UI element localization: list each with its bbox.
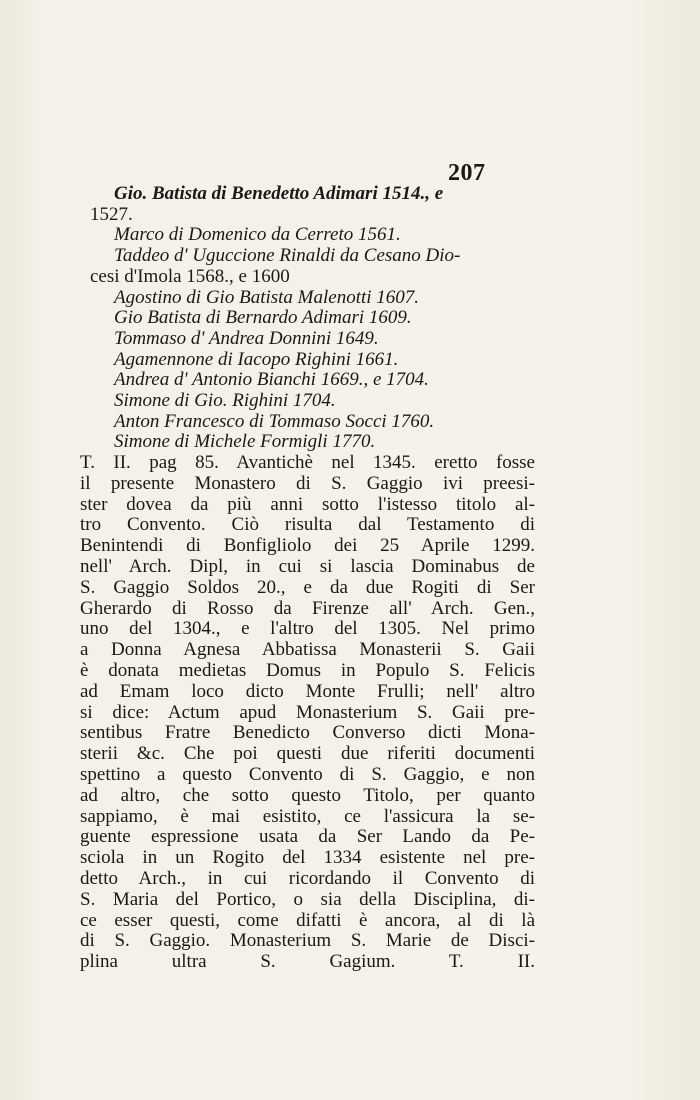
body-line: nell' Arch. Dipl, in cui si lascia Dominabus de [80,556,535,577]
body-line: Gherardo di Rosso da Firenze all' Arch. Gen., [80,598,535,619]
body-line: sentibus Fratre Benedicto Converso dicti Mona- [80,723,535,744]
list-line: Taddeo d' Uguccione Rinaldi da Cesano Dio- [114,245,461,267]
body-line: tro Convento. Ciò risulta dal Testamento di [80,515,535,536]
body-line: si dice: Actum apud Monasterium S. Gaii pre- [80,702,535,723]
body-line: sappiamo, è mai esistito, ce l'assicura la se- [80,806,535,827]
list-line: Marco di Domenico da Cerreto 1561. [114,224,401,246]
body-line: S. Gaggio Soldos 20., e da due Rogiti di Ser [80,577,535,598]
body-line: plina ultra S. Gagium. T. II. [80,952,535,973]
list-line: Simone di Michele Formigli 1770. [114,431,376,453]
body-line: ad Emam loco dicto Monte Frulli; nell' altro [80,681,535,702]
body-line: di S. Gaggio. Monasterium S. Marie de Disci- [80,931,535,952]
body-line: ce esser questi, come difatti è ancora, al di là [80,910,535,931]
page-number: 207 [448,160,486,186]
list-line: cesi d'Imola 1568., e 1600 [90,265,290,287]
list-line: Tommaso d' Andrea Donnini 1649. [114,327,379,349]
list-line: Agostino di Gio Batista Malenotti 1607. [114,286,420,308]
body-text [80,453,535,973]
body-line: è donata medietas Domus in Populo S. Felicis [80,660,535,681]
list-line: Gio. Batista di Benedetto Adimari 1514., e [114,183,444,204]
list-line: 1527. [90,203,133,225]
body-line: sciola in un Rogito del 1334 esistente nel pre- [80,848,535,869]
body-line: S. Maria del Portico, o sia della Disciplina, di- [80,889,535,910]
list-line: Anton Francesco di Tommaso Socci 1760. [114,410,435,432]
list-line: Andrea d' Antonio Bianchi 1669., e 1704. [114,369,429,391]
body-line: T. II. pag 85. Avantichè nel 1345. eretto fosse [80,453,535,473]
list-line: Simone di Gio. Righini 1704. [114,390,336,412]
body-line: guente espressione usata da Ser Lando da Pe- [80,827,535,848]
body-line: ster dovea da più anni sotto l'istesso titolo al- [80,494,535,515]
body-line: detto Arch., in cui ricordando il Convento di [80,868,535,889]
body-line: a Donna Agnesa Abbatissa Monasterii S. Gaii [80,640,535,661]
abbess-list [90,184,540,453]
list-line: Gio Batista di Bernardo Adimari 1609. [114,307,412,329]
body-line: sterii &c. Che poi questi due riferiti documenti [80,744,535,765]
list-line: Agamennone di Iacopo Righini 1661. [114,348,399,370]
body-line: il presente Monastero di S. Gaggio ivi preesi- [80,473,535,494]
body-line: uno del 1304., e l'altro del 1305. Nel primo [80,619,535,640]
body-line: ad altro, che sotto questo Titolo, per quanto [80,785,535,806]
body-line: spettino a questo Convento di S. Gaggio, e non [80,764,535,785]
body-line: Benintendi di Bonfigliolo dei 25 Aprile 1299. [80,536,535,557]
